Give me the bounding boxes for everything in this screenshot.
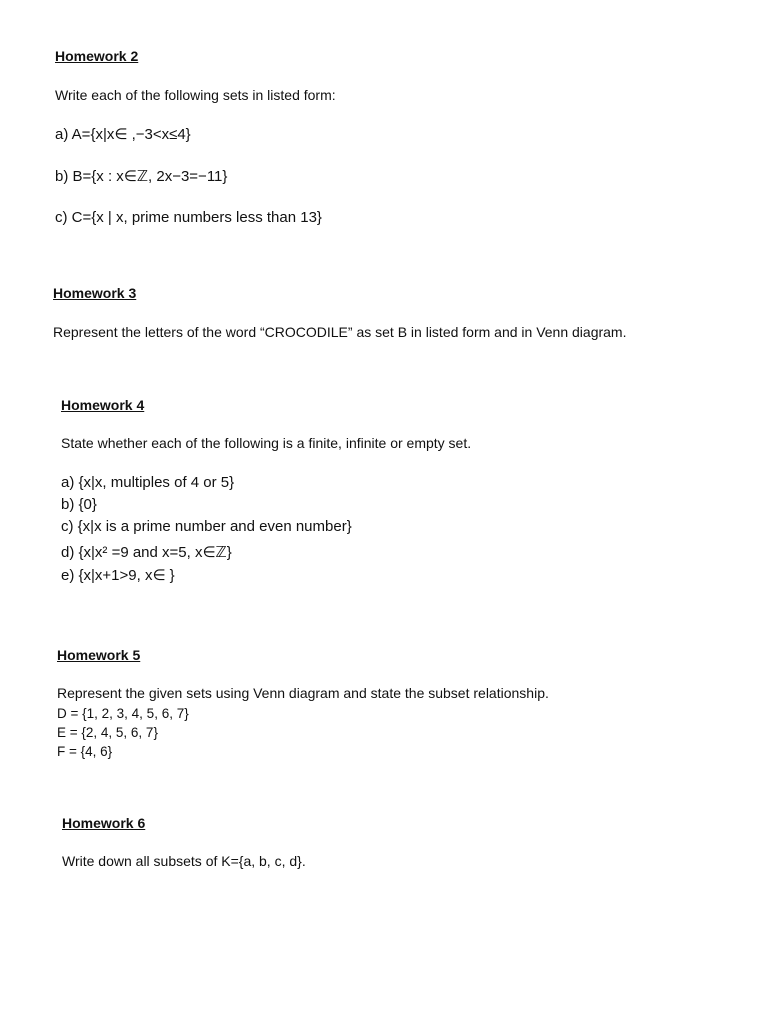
homework-5-set-d: D = {1, 2, 3, 4, 5, 6, 7} bbox=[57, 706, 189, 721]
homework-4-item-a: a) {x|x, multiples of 4 or 5} bbox=[61, 474, 235, 491]
homework-4-title: Homework 4 bbox=[61, 397, 145, 413]
homework-4-item-c: c) {x|x is a prime number and even number} bbox=[61, 518, 352, 535]
homework-2-item-a: a) A={x|x∈ ,−3<x≤4} bbox=[55, 126, 191, 143]
homework-2-item-b: b) B={x : x∈ℤ, 2x−3=−11} bbox=[55, 168, 228, 185]
homework-6-title: Homework 6 bbox=[62, 815, 146, 831]
homework-6-instruction: Write down all subsets of K={a, b, c, d}. bbox=[62, 853, 306, 869]
homework-5-instruction: Represent the given sets using Venn diagram and state the subset relationship. bbox=[57, 685, 549, 701]
homework-5-set-f: F = {4, 6} bbox=[57, 744, 113, 759]
homework-5-set-e: E = {2, 4, 5, 6, 7} bbox=[57, 725, 158, 740]
homework-2-item-c: c) C={x | x, prime numbers less than 13} bbox=[55, 209, 322, 226]
homework-4-item-d: d) {x|x² =9 and x=5, x∈ℤ} bbox=[61, 544, 232, 561]
homework-3-title: Homework 3 bbox=[53, 285, 137, 301]
homework-2-title: Homework 2 bbox=[55, 48, 139, 64]
homework-3-instruction: Represent the letters of the word “CROCODILE” as set B in listed form and in Venn diagram. bbox=[53, 324, 627, 340]
homework-2-instruction: Write each of the following sets in listed form: bbox=[55, 87, 336, 103]
homework-4-instruction: State whether each of the following is a finite, infinite or empty set. bbox=[61, 435, 472, 451]
homework-4-item-e: e) {x|x+1>9, x∈ } bbox=[61, 567, 175, 584]
homework-5-title: Homework 5 bbox=[57, 647, 141, 663]
homework-4-item-b: b) {0} bbox=[61, 496, 97, 513]
